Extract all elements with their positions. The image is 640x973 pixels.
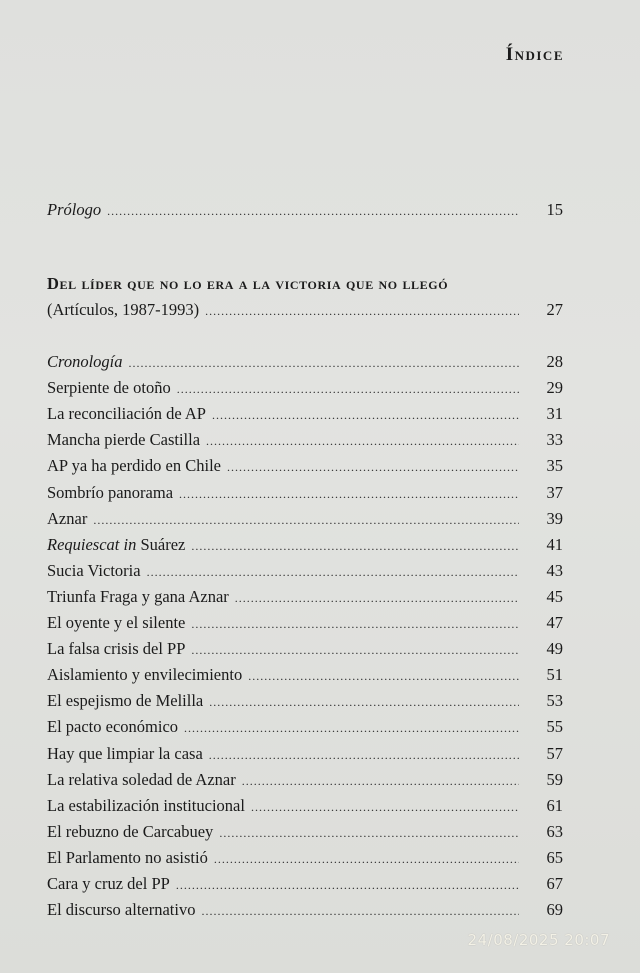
dot-leader — [206, 429, 519, 453]
toc-entry — [47, 637, 566, 661]
dot-leader — [248, 664, 519, 688]
toc-entry — [47, 872, 566, 896]
toc-page-number: 49 — [546, 639, 563, 659]
toc-entry-label: Sucia Victoria — [47, 560, 141, 580]
toc-page-number: 53 — [546, 691, 563, 711]
dot-leader — [191, 612, 519, 636]
toc-entry — [47, 820, 566, 844]
dot-leader — [251, 795, 519, 819]
toc-entry-label-rest: Suárez — [136, 534, 186, 554]
toc-entry — [47, 768, 566, 792]
toc-entry-label — [47, 533, 185, 557]
dot-leader — [177, 377, 519, 401]
toc-entry — [47, 898, 566, 922]
toc-entry — [47, 350, 566, 374]
toc-page-number: 41 — [546, 534, 563, 554]
toc-entry-label: Aznar — [47, 508, 88, 528]
toc-entry — [47, 481, 566, 505]
dot-leader — [176, 873, 519, 897]
toc-page-number: 31 — [546, 404, 563, 424]
dot-leader — [179, 482, 519, 506]
toc-entry-label: Cara y cruz del PP — [47, 874, 170, 893]
toc-entry — [47, 454, 566, 478]
section-subtitle: (Artículos, 1987-1993) — [47, 300, 200, 319]
toc-page-number: 15 — [546, 200, 563, 219]
toc-entry-label: La estabilización institucional — [47, 795, 245, 815]
toc-entry — [47, 402, 566, 426]
toc-entry-label: La falsa crisis del PP — [47, 639, 186, 659]
toc-entry-label: Hay que limpiar la casa — [47, 743, 203, 763]
toc-entry — [47, 663, 566, 687]
toc-entry-section-subtitle — [47, 298, 566, 322]
dot-leader — [209, 743, 519, 767]
toc-entry-label: El Parlamento no asistió — [47, 847, 208, 867]
toc-entry-label: Prólogo — [47, 200, 102, 219]
page-title: Índice — [505, 44, 564, 65]
toc-entry-label: La relativa soledad de Aznar — [47, 769, 236, 789]
dot-leader — [147, 560, 519, 584]
toc-entry — [47, 428, 566, 452]
toc-page-number: 69 — [546, 900, 563, 920]
toc-entry-label: Mancha pierde Castilla — [47, 430, 201, 450]
toc-entry — [47, 533, 566, 557]
toc-entry — [47, 507, 566, 531]
toc-entry-label: El rebuzno de Carcabuey — [47, 821, 214, 841]
toc-page-number: 47 — [546, 613, 563, 632]
dot-leader — [242, 769, 519, 793]
dot-leader — [227, 455, 519, 479]
toc-entry-label: El oyente y el silente — [47, 613, 186, 632]
toc-page-number: 28 — [546, 352, 563, 371]
toc-page-number: 61 — [546, 795, 563, 815]
dot-leader — [205, 299, 519, 323]
toc-entry-label: Serpiente de otoño — [47, 378, 171, 398]
dot-leader — [212, 403, 519, 427]
dot-leader — [191, 638, 519, 662]
toc-page-number: 33 — [546, 430, 563, 450]
toc-page-number: 37 — [546, 482, 563, 502]
toc-entry — [47, 689, 566, 713]
toc-page-number: 65 — [546, 847, 563, 867]
toc-page-number: 51 — [546, 665, 563, 685]
toc-entry-label-italic: Requiescat in — [47, 534, 137, 554]
toc-entry-label: Aislamiento y envilecimiento — [47, 665, 243, 685]
toc-page-number: 43 — [546, 560, 563, 580]
toc-entry-label: Sombrío panorama — [47, 482, 174, 502]
toc-entry — [47, 585, 566, 609]
dot-leader — [107, 199, 519, 223]
toc-entry — [47, 376, 566, 400]
dot-leader — [235, 586, 519, 610]
toc-entry — [47, 611, 566, 635]
toc-page-number: 67 — [546, 874, 563, 893]
toc-entry — [47, 715, 566, 739]
toc-entry-label: El discurso alternativo — [47, 900, 196, 920]
toc-page-number: 57 — [546, 743, 563, 763]
section-heading: Del líder que no lo era a la victoria que no llegó — [47, 274, 449, 293]
toc-entry-label: La reconciliación de AP — [47, 404, 206, 424]
toc-entry — [47, 742, 566, 766]
photo-timestamp: 24/08/2025 20:07 — [467, 931, 610, 949]
toc-entry — [47, 794, 566, 818]
toc-entry-label: El pacto económico — [47, 717, 179, 737]
dot-leader — [214, 847, 519, 871]
dot-leader — [219, 821, 519, 845]
toc-entry — [47, 846, 566, 870]
toc-entry-label: Triunfa Fraga y gana Aznar — [47, 586, 229, 606]
toc-page-number: 45 — [546, 586, 563, 606]
toc-page-number: 55 — [546, 717, 563, 737]
dot-leader — [128, 351, 519, 375]
dot-leader — [184, 716, 519, 740]
toc-entry-label: AP ya ha perdido en Chile — [47, 456, 221, 476]
toc-page-number: 63 — [546, 821, 563, 841]
dot-leader — [209, 690, 519, 714]
toc-entry-label: El espejismo de Melilla — [47, 691, 204, 711]
dot-leader — [93, 508, 519, 532]
toc-entry-prologue — [47, 198, 566, 222]
toc-entry — [47, 559, 566, 583]
toc-page-number: 39 — [546, 508, 563, 528]
dot-leader — [201, 899, 519, 923]
toc-page-number: 59 — [546, 769, 563, 789]
toc-entry-label: Cronología — [47, 352, 123, 371]
toc-page-number: 29 — [546, 378, 563, 398]
dot-leader — [191, 534, 519, 558]
toc-page-number: 35 — [546, 456, 563, 476]
toc-page-number: 27 — [546, 300, 563, 319]
